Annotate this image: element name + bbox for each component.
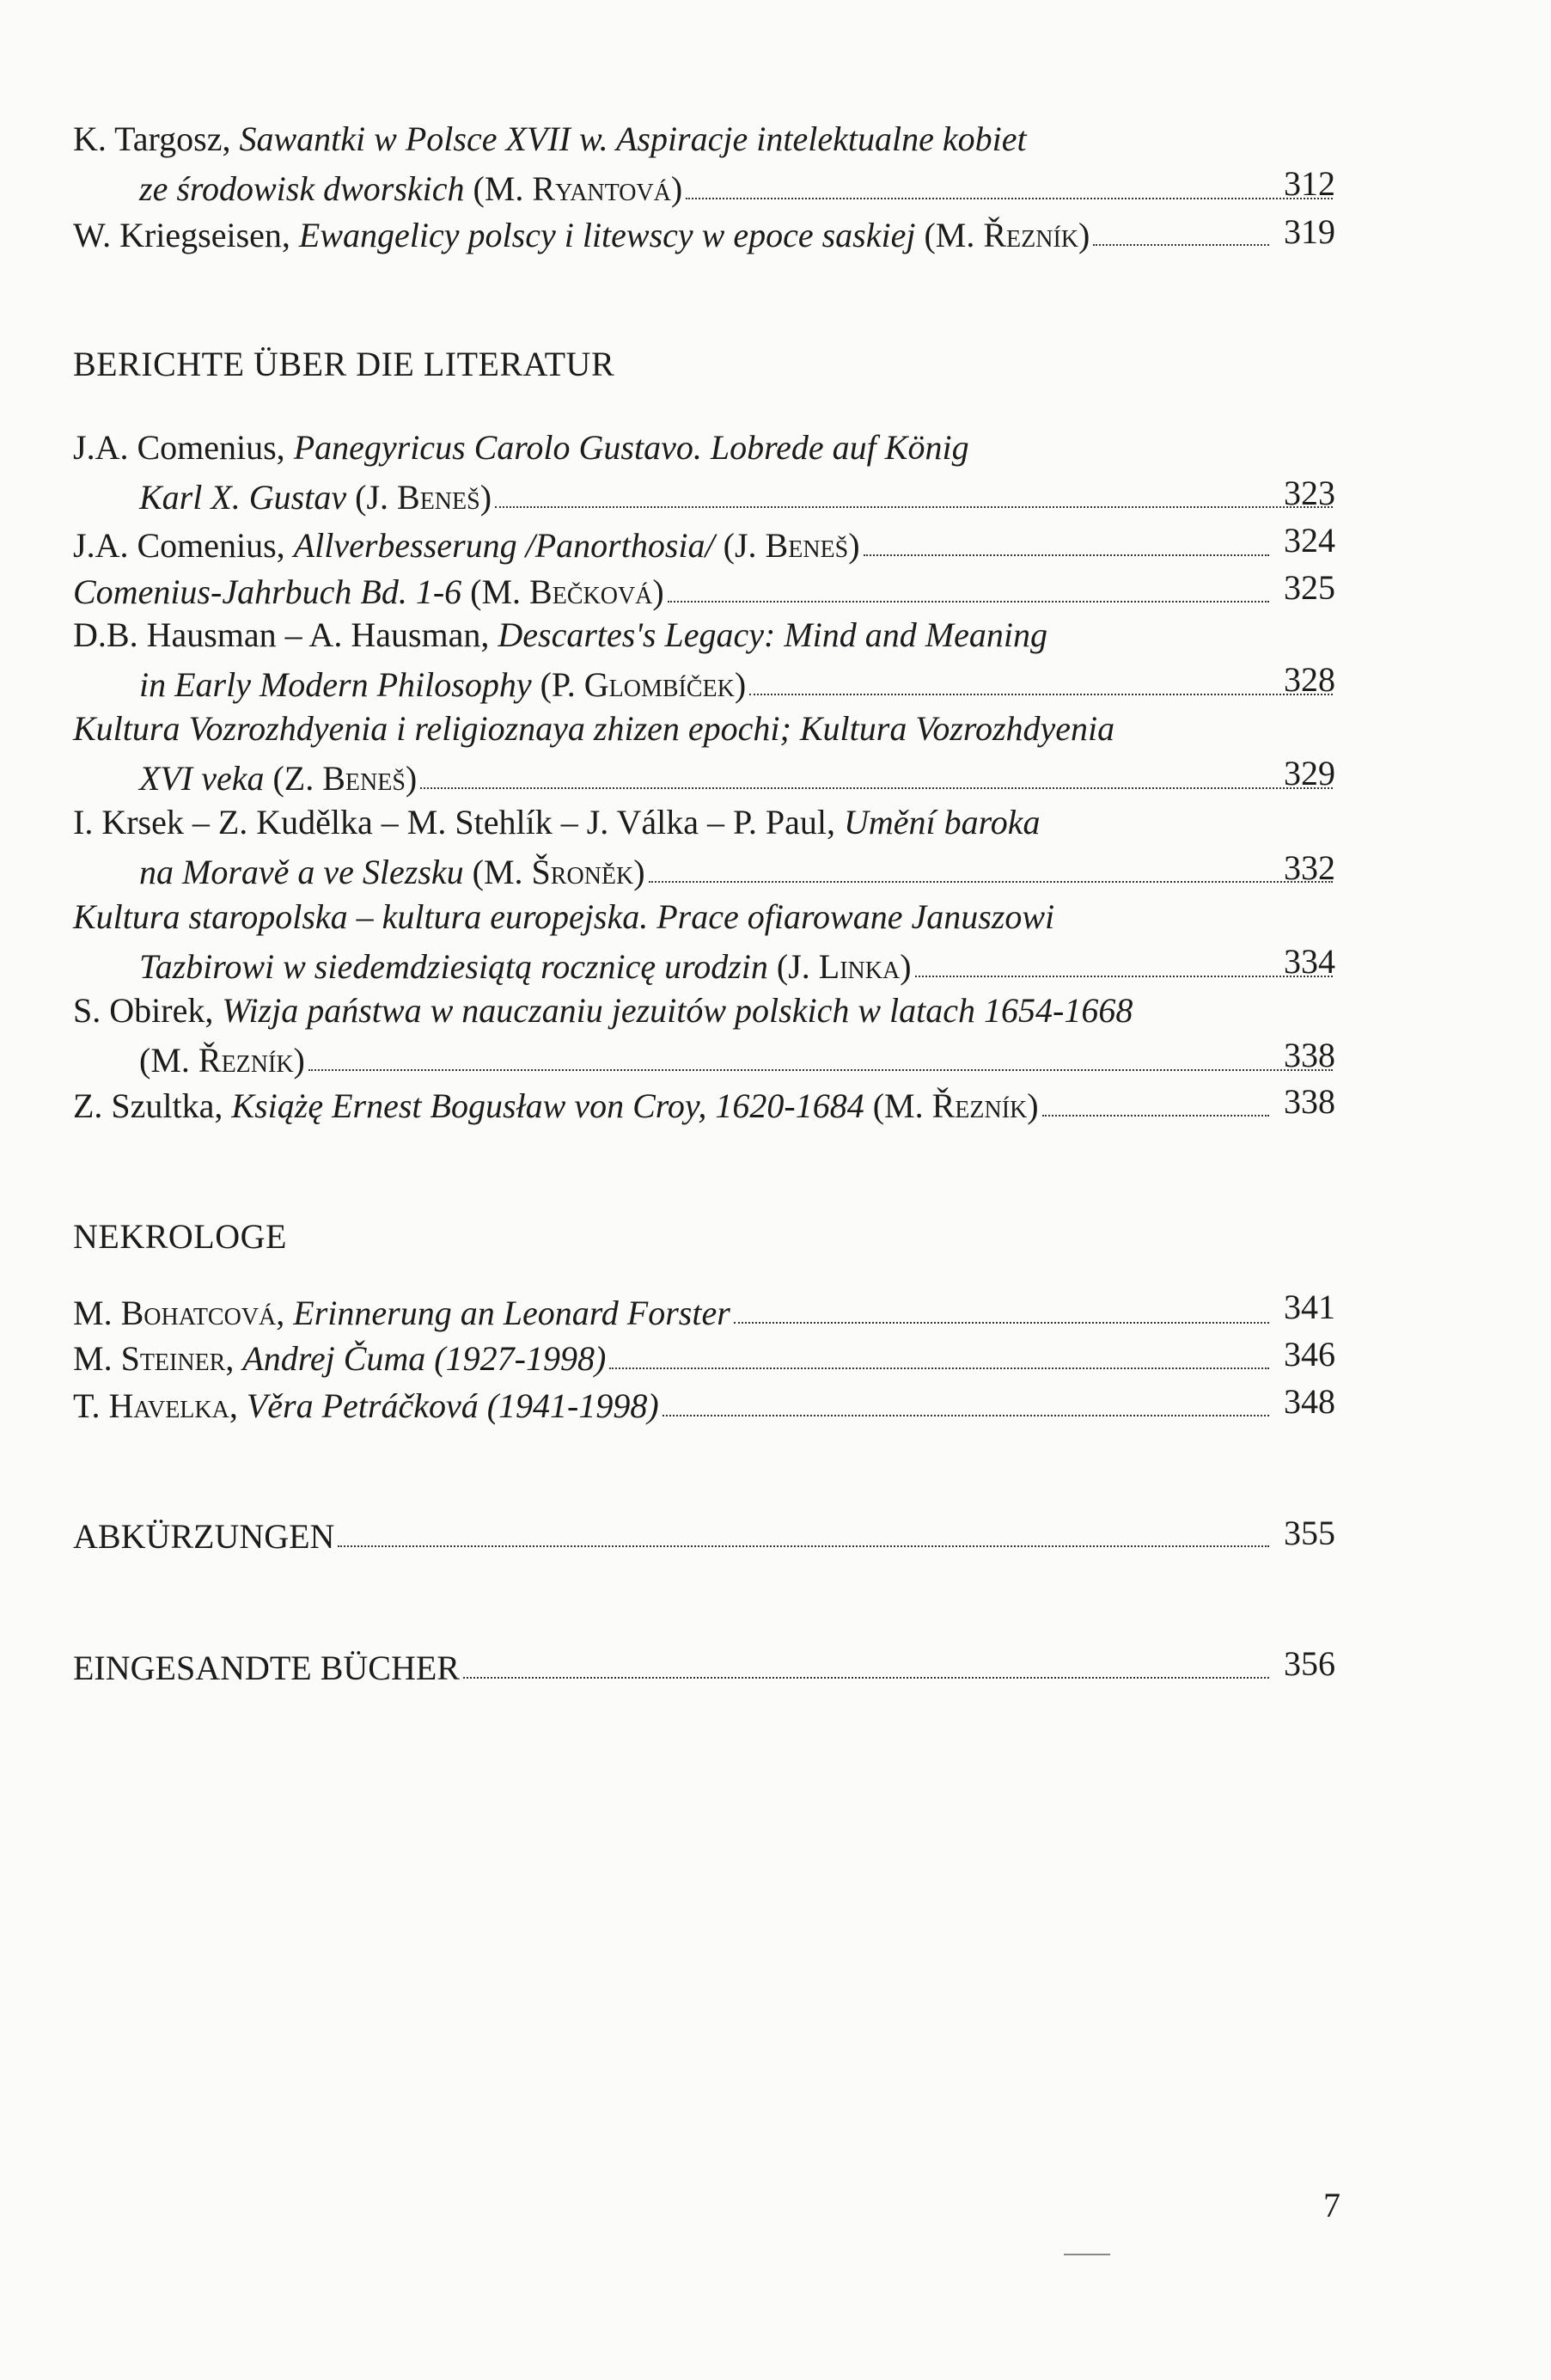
page-number: 319	[1284, 212, 1335, 251]
page-number: 329	[1284, 754, 1335, 792]
toc-entry-kultura-vozrozhdyenia-line1: Kultura Vozrozhdyenia i religioznaya zhizen epochi; Kultura Vozrozhdyenia	[73, 709, 1115, 748]
page-number: 325	[1284, 568, 1335, 607]
toc-entry-comenius-allverbesserung: J.A. Comenius, Allverbesserung /Panorthosia/ (J. Beneš)	[73, 525, 1276, 566]
dot-leader	[495, 506, 1333, 508]
dot-leader	[915, 976, 1333, 977]
dot-leader	[649, 881, 1333, 883]
page-number: 338	[1284, 1036, 1335, 1074]
toc-entry-steiner: M. Steiner, Andrej Čuma (1927-1998)	[73, 1338, 1276, 1380]
page-number: 355	[1284, 1514, 1335, 1552]
dot-leader	[1042, 1115, 1269, 1117]
toc-entry-krsek-line1: I. Krsek – Z. Kudělka – M. Stehlík – J. Válka – P. Paul, Umění baroka	[73, 803, 1041, 841]
toc-entry-comenius-panegyricus-line2: Karl X. Gustav (J. Beneš)	[139, 477, 1340, 518]
toc-entry-eingesandte-bucher: EINGESANDTE BÜCHER	[73, 1648, 1276, 1689]
toc-entry-abkurzungen: ABKÜRZUNGEN	[73, 1516, 1276, 1557]
dot-leader	[663, 1415, 1269, 1416]
toc-entry-kultura-vozrozhdyenia-line2: XVI veka (Z. Beneš)	[139, 758, 1340, 799]
dot-leader	[338, 1545, 1269, 1547]
toc-entry-havelka: T. Havelka, Věra Petráčková (1941-1998)	[73, 1386, 1276, 1427]
toc-entry-szultka: Z. Szultka, Książę Ernest Bogusław von Croy, 1620-1684 (M. Řezník)	[73, 1086, 1276, 1127]
page-number: 332	[1284, 848, 1335, 887]
toc-entry-krsek-line2: na Moravě a ve Slezsku (M. Šroněk)	[139, 852, 1340, 893]
dot-leader	[734, 1322, 1269, 1324]
page-number: 334	[1284, 942, 1335, 981]
toc-entry-targosz-line1: K. Targosz, Sawantki w Polsce XVII w. Aspiracje intelektualne kobiet	[73, 119, 1027, 158]
toc-entry-kultura-staropolska-line1: Kultura staropolska – kultura europejska. Prace ofiarowane Januszowi	[73, 897, 1055, 936]
dot-leader	[1093, 244, 1269, 246]
page-number: 324	[1284, 521, 1335, 560]
page-number: 346	[1284, 1335, 1335, 1374]
toc-entry-obirek-line1: S. Obirek, Wizja państwa w nauczaniu jezuitów polskich w latach 1654-1668	[73, 991, 1133, 1030]
dot-leader	[308, 1069, 1333, 1071]
toc-entry-comenius-jahrbuch: Comenius-Jahrbuch Bd. 1-6 (M. Bečková)	[73, 572, 1276, 613]
toc-entry-targosz-line2: ze środowisk dworskich (M. Ryantová)	[139, 168, 1340, 210]
page-number: 348	[1284, 1382, 1335, 1421]
toc-entry-hausman-line2: in Early Modern Philosophy (P. Glombíček)	[139, 664, 1340, 706]
dot-leader	[668, 601, 1269, 603]
toc-entry-kultura-staropolska-line2: Tazbirowi w siedemdziesiątą rocznicę urodzin (J. Linka)	[139, 946, 1340, 988]
dot-leader	[609, 1367, 1269, 1369]
toc-entry-obirek-line2: (M. Řezník)	[139, 1040, 1340, 1081]
page-number: 356	[1284, 1644, 1335, 1683]
toc-entry-kriegseisen: W. Kriegseisen, Ewangelicy polscy i litewscy w epoce saskiej (M. Řezník)	[73, 215, 1276, 256]
divider	[1064, 2254, 1110, 2255]
dot-leader	[749, 694, 1333, 695]
folio-page-number: 7	[1323, 2186, 1340, 2224]
page-number: 328	[1284, 660, 1335, 699]
page-number: 323	[1284, 474, 1335, 512]
section-heading-berichte: BERICHTE ÜBER DIE LITERATUR	[73, 345, 615, 383]
dot-leader	[864, 554, 1269, 556]
toc-entry-bohatcova: M. Bohatcová, Erinnerung an Leonard Forster	[73, 1293, 1276, 1334]
section-heading-nekrologe: NEKROLOGE	[73, 1217, 287, 1256]
page-number: 338	[1284, 1082, 1335, 1121]
page-number: 341	[1284, 1288, 1335, 1326]
toc-entry-hausman-line1: D.B. Hausman – A. Hausman, Descartes's Legacy: Mind and Meaning	[73, 615, 1047, 654]
page-number: 312	[1284, 164, 1335, 203]
dot-leader	[463, 1677, 1269, 1679]
toc-entry-comenius-panegyricus-line1: J.A. Comenius, Panegyricus Carolo Gustavo. Lobrede auf König	[73, 428, 969, 467]
dot-leader	[420, 787, 1333, 789]
dot-leader	[686, 198, 1333, 199]
